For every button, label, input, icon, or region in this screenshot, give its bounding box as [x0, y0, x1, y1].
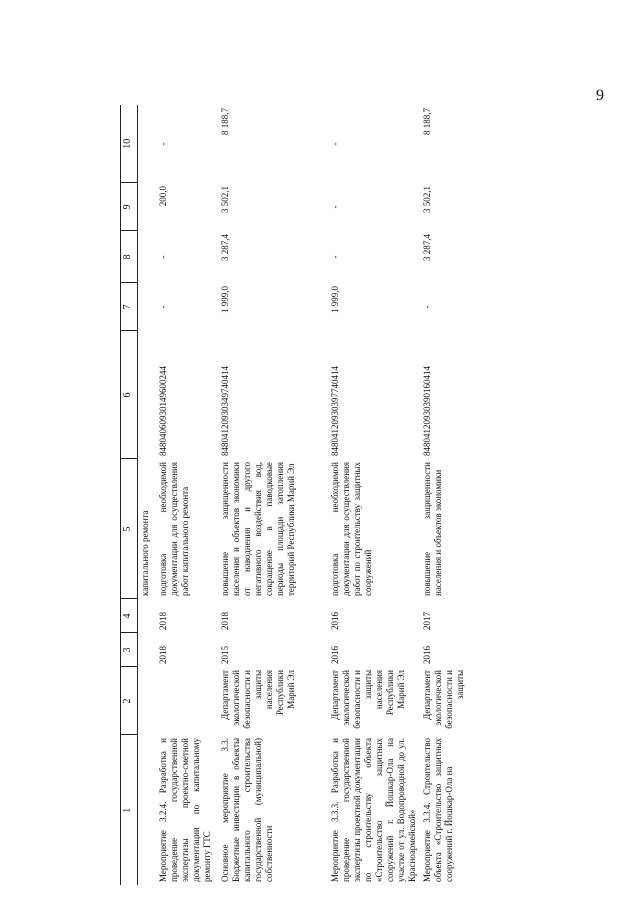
- end-year: 2017: [422, 612, 432, 630]
- value-col-10: -: [330, 142, 340, 146]
- expected-result: подготовка необходимой документации для осуществления работ капитального ремонта: [158, 462, 190, 596]
- end-year: 2016: [330, 612, 340, 630]
- value-col-7: 1 999,0: [330, 286, 340, 313]
- executor: Департамент экологической безопасности и защиты населения Республики Марий Эл: [330, 670, 406, 729]
- end-year: 2018: [220, 612, 230, 630]
- budget-code: 84804120930349740414: [220, 366, 230, 456]
- program-table: [120, 105, 528, 885]
- value-col-10: 8 188,7: [220, 108, 230, 135]
- table-row: [156, 105, 218, 885]
- table-row: [420, 105, 528, 885]
- executor: Департамент экологической безопасности и защиты населения Республики Марий Эл: [220, 670, 296, 729]
- header-cell: 7: [121, 283, 138, 331]
- table-row: [328, 105, 420, 885]
- header-cell: 5: [121, 459, 138, 599]
- continuation-text: капитального ремонта: [140, 510, 150, 596]
- end-year: 2018: [158, 612, 168, 630]
- value-col-7: 1 999,0: [220, 286, 230, 313]
- budget-code: 84804120930390160414: [422, 366, 432, 456]
- header-cell: 8: [121, 231, 138, 283]
- expected-result: подготовка необходимой документации для осуществления работ по строительству защитных сооружений: [330, 462, 373, 596]
- expected-result: повышение защищенности населения и объектов экономики: [422, 462, 443, 596]
- value-col-7: -: [158, 305, 168, 309]
- rotated-table-area: [120, 105, 620, 885]
- value-col-10: -: [158, 142, 168, 146]
- header-cell: 10: [121, 105, 138, 183]
- value-col-9: 3 502,1: [220, 186, 230, 213]
- budget-code: 84804060930149600244: [158, 366, 168, 456]
- start-year: 2016: [422, 646, 432, 664]
- value-col-9: 200,0: [158, 186, 168, 207]
- value-col-8: 3 287,4: [422, 234, 432, 261]
- value-col-8: -: [330, 255, 340, 259]
- value-col-9: -: [330, 205, 340, 209]
- header-cell: 6: [121, 331, 138, 459]
- value-col-8: 3 287,4: [220, 234, 230, 261]
- expected-result: повышение защищенности населения и объектов экономики от наводнения и другого негативного воздействия вод, сокращение в паводковые периоды площади затопления территорий Республики Марий Эл: [220, 462, 296, 596]
- measure-name: Мероприятие 3.2.4. Разработка и проведение государственной экспертизы проектно-сметной документации по капитальному ремонту ГТС: [158, 738, 212, 882]
- value-col-9: 3 502,1: [422, 186, 432, 213]
- measure-name: Мероприятие 3.3.3. Разработка и проведение государственной экспертизы проектной документации по строительству объекта «Строительство защитных сооружений г. Йошкар-Ола на участке от ул. Водопроводной до ул. Красноармейской»: [330, 738, 417, 882]
- header-row: [121, 105, 138, 885]
- executor: [156, 667, 218, 735]
- header-cell: 1: [121, 735, 138, 885]
- table-row: [218, 105, 328, 885]
- start-year: 2016: [330, 646, 340, 664]
- measure-name: Основное мероприятие 3.3. Бюджетные инвестиции в объекты капитального строительства государственной (муниципальной) собственности: [220, 738, 274, 882]
- value-col-7: -: [422, 305, 432, 309]
- budget-code: 84804120930397740414: [330, 366, 340, 456]
- start-year: 2015: [220, 646, 230, 664]
- page-number: 9: [596, 87, 604, 104]
- header-cell: 3: [121, 633, 138, 667]
- start-year: 2018: [158, 646, 168, 664]
- value-col-8: -: [158, 255, 168, 259]
- value-col-10: 8 188,7: [422, 108, 432, 135]
- header-cell: 2: [121, 667, 138, 735]
- executor: Департамент экологической безопасности и защиты: [422, 670, 465, 729]
- header-cell: 4: [121, 599, 138, 633]
- continuation-row: [138, 105, 157, 885]
- header-cell: 9: [121, 183, 138, 231]
- measure-name: Мероприятие 3.3.4. Строительство объекта «Строительство защитных сооружений г. Йошкар-Ола на: [422, 738, 454, 882]
